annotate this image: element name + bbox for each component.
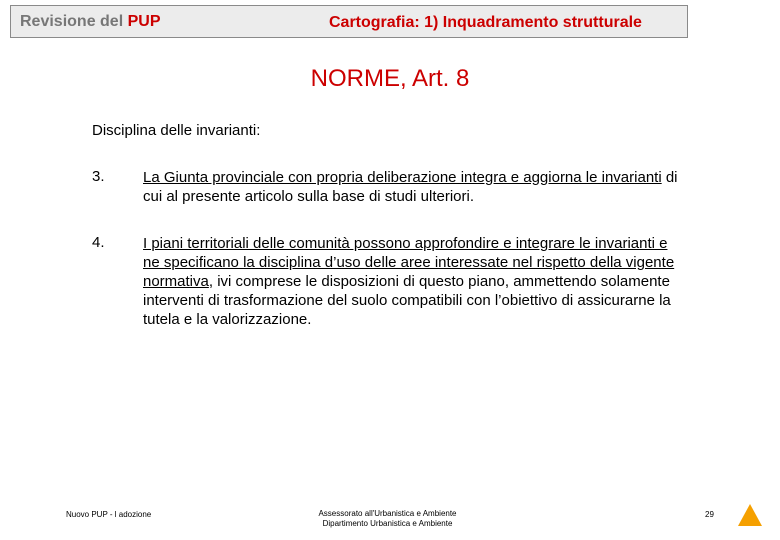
header-bar	[10, 5, 688, 38]
item-number-4: 4.	[92, 234, 105, 251]
item-text-3-underlined: La Giunta provinciale con propria deliberazione integra e aggiorna le invarianti	[143, 169, 662, 186]
item-text-4	[143, 234, 688, 329]
header-section-title	[20, 13, 161, 31]
footer-center-line1: Assessorato all'Urbanistica e Ambiente	[318, 509, 457, 518]
item-number-3: 3.	[92, 168, 105, 185]
page-title: NORME, Art. 8	[310, 65, 470, 92]
header-section-prefix: Revisione del	[20, 13, 128, 30]
header-section-accent: PUP	[127, 13, 161, 30]
header-topic: Cartografia: 1) Inquadramento strutturale	[329, 14, 642, 31]
item-text-3-rest: di cui al presente articolo sulla base di studi ulteriori.	[143, 169, 678, 205]
page-subtitle: Disciplina delle invarianti:	[92, 122, 261, 139]
item-text-4-rest: , ivi comprese le disposizioni di questo piano, ammettendo solamente interventi di trasformazione del suolo compatibili con l’obiettivo di assicurarne la tutela e la valorizzazione.	[143, 273, 671, 328]
item-text-3	[143, 168, 688, 206]
footer-center-line2: Dipartimento Urbanistica e Ambiente	[322, 519, 453, 528]
page-number: 29	[705, 510, 714, 519]
footer-center	[300, 509, 475, 529]
triangle-up-icon[interactable]	[738, 504, 762, 526]
footer-left: Nuovo PUP - l adozione	[66, 510, 152, 519]
item-text-4-underlined: I piani territoriali delle comunità possono approfondire e integrare le invarianti e ne specificano la disciplina d’uso delle aree interessate nel rispetto della vigente normativa	[143, 235, 675, 290]
